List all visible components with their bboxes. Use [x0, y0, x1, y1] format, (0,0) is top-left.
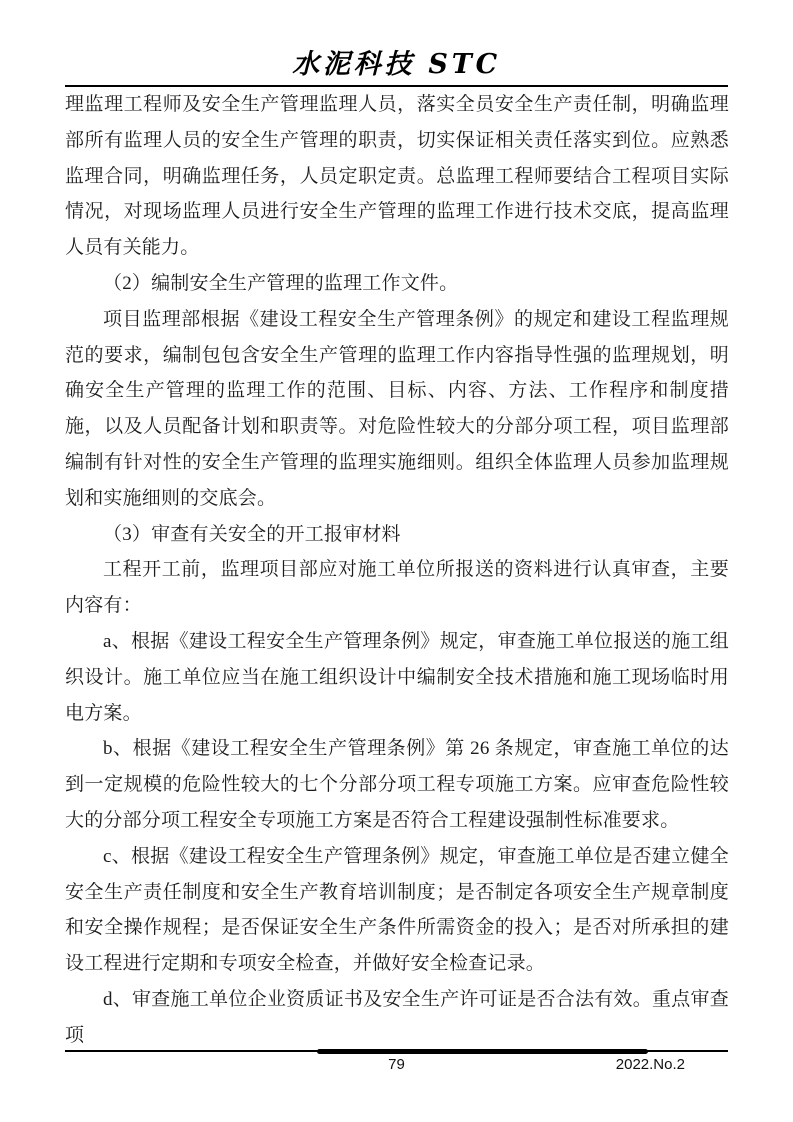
paragraph: （3）审查有关安全的开工报审材料 — [103, 523, 401, 545]
paragraph: c、根据《建设工程安全生产管理条例》规定，审查施工单位是否建立健全安全生产责任制度和安全生产教育培训制度；是否制定各项安全生产规章制度和安全操作规程；是否保证安全生产条件所需资金的投入；是否对所承担的建设工程进行定期和专项安全检查，并做好安全检查记录。 — [65, 845, 729, 975]
footer-row — [65, 1056, 728, 1078]
document-body — [65, 87, 729, 1054]
paragraph: d、审查施工单位企业资质证书及安全生产许可证是否合法有效。重点审查项 — [65, 988, 729, 1046]
paragraph: a、根据《建设工程安全生产管理条例》规定，审查施工单位报送的施工组织设计。施工单位应当在施工组织设计中编制安全技术措施和施工现场临时用电方案。 — [65, 630, 729, 724]
footer-divider-thick-segment — [317, 1049, 649, 1054]
page-number: 79 — [388, 1056, 405, 1073]
paragraph: 项目监理部根据《建设工程安全生产管理条例》的规定和建设工程监理规范的要求，编制包包含安全生产管理的监理工作内容指导性强的监理规划，明确安全生产管理的监理工作的范围、目标、内容、方法、工作程序和制度措施，以及人员配备计划和职责等。对危险性较大的分部分项工程，项目监理部编制有针对性的安全生产管理的监理实施细则。组织全体监理人员参加监理规划和实施细则的交底会。 — [65, 308, 729, 509]
paragraph: （2）编制安全生产管理的监理工作文件。 — [103, 272, 459, 294]
paragraph: 工程开工前，监理项目部应对施工单位所报送的资料进行认真审查，主要内容有： — [65, 559, 729, 617]
issue-label: 2022.No.2 — [615, 1056, 685, 1073]
footer-divider — [65, 1050, 728, 1052]
paragraph: 理监理工程师及安全生产管理监理人员，落实全员安全生产责任制，明确监理部所有监理人员的安全生产管理的职责，切实保证相关责任落实到位。应熟悉监理合同，明确监理任务，人员定职定责。总监理工程师要结合工程项目实际情况，对现场监理人员进行安全生产管理的监理工作进行技术交底，提高监理人员有关能力。 — [65, 94, 729, 259]
journal-title: 水泥科技 STC — [292, 49, 501, 80]
paragraph: b、根据《建设工程安全生产管理条例》第 26 条规定，审查施工单位的达到一定规模的危险性较大的七个分部分项工程专项施工方案。应审查危险性较大的分部分项工程安全专项施工方案是否符合工程建设强制性标准要求。 — [65, 738, 729, 831]
